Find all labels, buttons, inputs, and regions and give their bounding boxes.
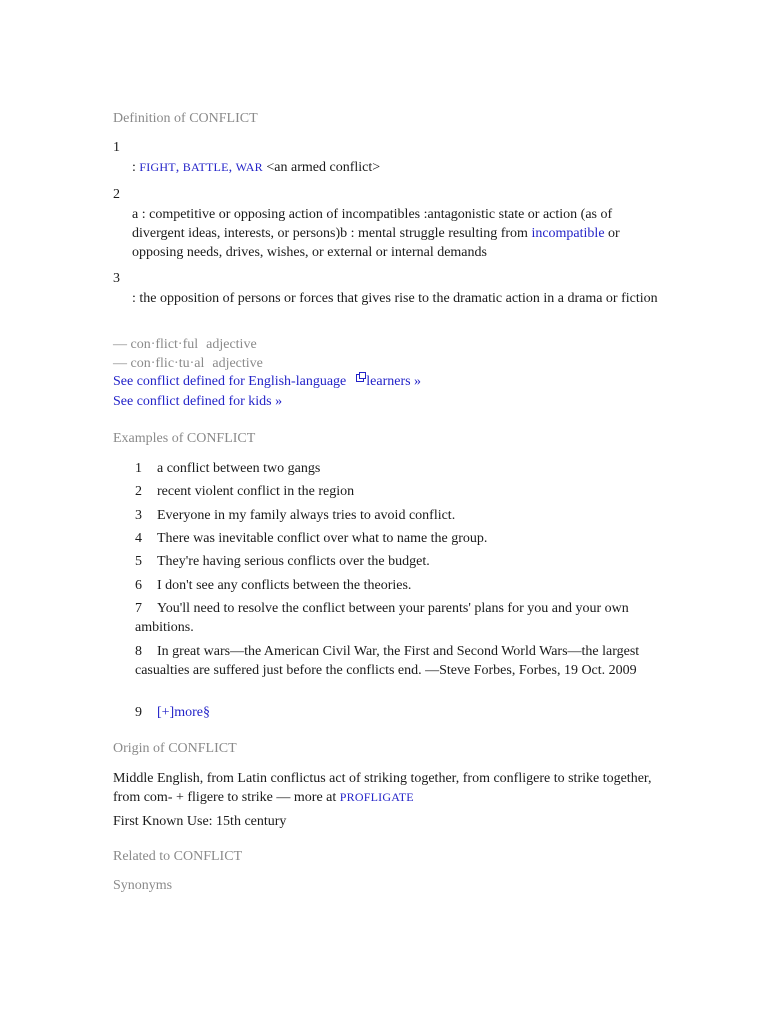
example-2-number: 2 [135, 484, 142, 499]
definition-number-3: 3 [113, 271, 120, 286]
example-4-text: There was inevitable conflict over what to name the group. [157, 531, 488, 546]
definition-2 [132, 205, 662, 262]
definition-1-sep-2: , [228, 160, 236, 175]
definition-number-1: 1 [113, 140, 120, 155]
example-1-text: a conflict between two gangs [157, 461, 321, 476]
examples-heading: Examples of CONFLICT [113, 431, 256, 446]
english-learners-link[interactable] [113, 374, 421, 390]
example-8 [135, 642, 665, 680]
derived-form-1 [113, 337, 257, 353]
definition-2-text: a : competitive or opposing action of incompatibles :antagonistic state or action (as of divergent ideas, interests, or persons)b : mental struggle resulting from [132, 207, 613, 241]
derived-form-2-word: — con·flic·tu·al [113, 356, 205, 371]
incompatible-link[interactable]: incompatible [531, 226, 605, 241]
example-6 [135, 576, 665, 595]
profligate-link[interactable]: PROFLIGATE [339, 790, 414, 804]
example-3 [135, 506, 665, 525]
example-9-number: 9 [135, 705, 142, 720]
definition-1 [132, 158, 662, 177]
example-8-text: In great wars—the American Civil War, the First and Second World Wars—the largest casualties are suffered just before the conflicts end. —Steve Forbes, Forbes, 19 Oct. 2009 [135, 644, 640, 678]
battle-link[interactable]: BATTLE [182, 160, 229, 174]
example-6-text: I don't see any conflicts between the theories. [157, 578, 412, 593]
example-8-number: 8 [135, 644, 142, 659]
fight-link[interactable]: FIGHT [139, 160, 176, 174]
definition-1-prefix: : [132, 160, 140, 175]
example-1 [135, 459, 665, 478]
origin-text [113, 769, 653, 807]
war-link[interactable]: WAR [235, 160, 263, 174]
example-2 [135, 482, 665, 501]
kids-link[interactable]: See conflict defined for kids » [113, 394, 283, 409]
definition-2-text-after: or opposing needs, drives, wishes, or external or internal demands [132, 226, 620, 260]
example-2-text: recent violent conflict in the region [157, 484, 355, 499]
example-4-number: 4 [135, 531, 142, 546]
example-5-number: 5 [135, 554, 142, 569]
english-learners-link-suffix: learners » [366, 374, 422, 389]
example-7 [135, 599, 665, 637]
example-5 [135, 552, 665, 571]
synonyms-heading: Synonyms [113, 878, 173, 893]
definition-heading: Definition of CONFLICT [113, 111, 258, 126]
first-known-use: First Known Use: 15th century [113, 814, 287, 829]
definition-3: : the opposition of persons or forces that gives rise to the dramatic action in a drama or fiction [132, 291, 658, 306]
derived-form-2-pos: adjective [212, 356, 263, 371]
example-9 [135, 703, 665, 722]
external-link-icon [356, 372, 365, 381]
definition-1-sep-1: , [175, 160, 183, 175]
derived-form-1-word: — con·flict·ful [113, 337, 199, 352]
example-7-text: You'll need to resolve the conflict between your parents' plans for you and your own ambitions. [135, 601, 629, 635]
definition-number-2: 2 [113, 187, 120, 202]
origin-etymology: Middle English, from Latin conflictus act of striking together, from confligere to strike together, from com- + fligere to strike — more at [113, 771, 652, 805]
example-7-number: 7 [135, 601, 142, 616]
example-1-number: 1 [135, 461, 142, 476]
derived-form-1-pos: adjective [206, 337, 257, 352]
origin-heading: Origin of CONFLICT [113, 741, 237, 756]
definition-1-example: <an armed conflict> [262, 160, 381, 175]
english-learners-link-text: See conflict defined for English-language [113, 374, 347, 389]
example-5-text: They're having serious conflicts over the budget. [157, 554, 430, 569]
example-3-number: 3 [135, 508, 142, 523]
example-3-text: Everyone in my family always tries to avoid conflict. [157, 508, 456, 523]
more-examples-link[interactable]: [+]more§ [157, 705, 210, 720]
example-6-number: 6 [135, 578, 142, 593]
derived-form-2 [113, 356, 263, 372]
example-4 [135, 529, 665, 548]
related-heading: Related to CONFLICT [113, 849, 243, 864]
